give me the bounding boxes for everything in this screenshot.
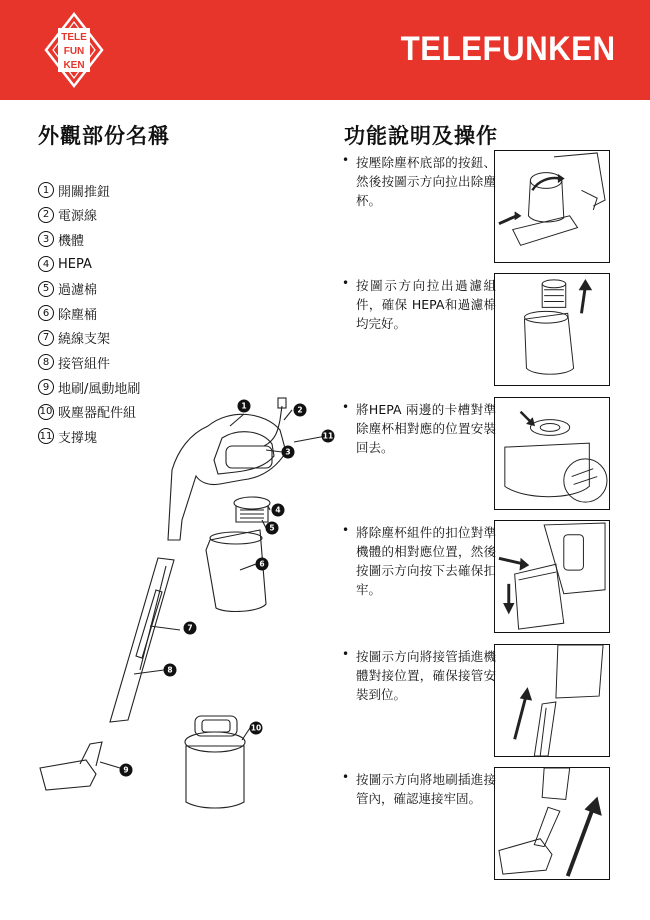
svg-text:6: 6	[259, 559, 265, 569]
callout-1	[238, 400, 251, 413]
part-label: 機體	[58, 233, 85, 249]
part-label: 支撐塊	[58, 430, 98, 446]
step-text: 按圖示方向將地刷插進接管內，確認連接牢固。	[356, 772, 496, 806]
function-section-title: 功能說明及操作	[344, 124, 498, 148]
brand-name: TELEFUNKEN	[401, 30, 616, 68]
svg-text:2: 2	[297, 405, 303, 415]
logo-line-2: FUN	[63, 46, 85, 57]
part-label: 接管組件	[58, 356, 111, 372]
bullet: •	[342, 770, 350, 784]
filter-pull-illustration	[494, 273, 610, 386]
parts-section-title: 外觀部份名稱	[38, 124, 170, 148]
part-number: 6	[38, 305, 54, 321]
hepa-install-illustration	[494, 397, 610, 510]
callout-5	[266, 522, 279, 535]
part-number: 1	[38, 182, 54, 198]
bullet: •	[342, 400, 350, 414]
telefunken-logo-icon	[44, 12, 104, 88]
floor-brush-illustration	[40, 760, 96, 790]
part-number: 10	[38, 404, 54, 420]
callout-2	[294, 404, 307, 417]
callout-7	[184, 622, 197, 635]
accessory-box-illustration	[186, 746, 244, 808]
svg-text:10: 10	[250, 723, 262, 733]
logo-line-1: TELE	[61, 32, 87, 43]
part-label: 地刷/風動地刷	[58, 381, 141, 397]
svg-text:3: 3	[285, 447, 291, 457]
bullet: •	[342, 523, 350, 537]
list-item	[38, 252, 140, 277]
svg-text:4: 4	[275, 505, 281, 515]
power-cord-illustration	[264, 406, 282, 446]
svg-text:7: 7	[187, 623, 193, 633]
list-item	[38, 178, 140, 203]
part-number: 5	[38, 281, 54, 297]
bullet: •	[342, 276, 350, 290]
part-number: 11	[38, 428, 54, 444]
step-text: 按圖示方向將接管插進機體對接位置，確保接管安裝到位。	[356, 649, 496, 702]
callout-3	[282, 446, 295, 459]
list-item	[38, 350, 140, 375]
step-text: 按圖示方向拉出過濾組件，確保 HEPA和過濾棉均完好。	[356, 278, 496, 331]
hepa-illustration	[234, 497, 270, 509]
callout-4	[272, 504, 285, 517]
list-item	[38, 326, 140, 351]
step-text: 按壓除塵杯底部的按鈕、然後按圖示方向拉出除塵杯。	[356, 155, 496, 208]
bullet: •	[342, 153, 350, 167]
part-label: HEPA	[58, 256, 92, 272]
callout-10	[250, 722, 263, 735]
part-label: 除塵桶	[58, 307, 98, 323]
part-number: 7	[38, 330, 54, 346]
step-text: 將HEPA 兩邊的卡槽對準除塵杯相對應的位置安裝回去。	[356, 402, 496, 455]
part-label: 電源線	[58, 209, 98, 225]
dust-cup-release-illustration	[494, 150, 610, 263]
list-item	[38, 227, 140, 252]
svg-text:8: 8	[167, 665, 173, 675]
part-number: 8	[38, 354, 54, 370]
list-item	[38, 276, 140, 301]
part-number: 3	[38, 231, 54, 247]
dust-bin-illustration	[206, 530, 266, 611]
part-label: 過濾棉	[58, 283, 98, 299]
part-label: 吸塵器配件組	[58, 406, 137, 422]
callout-6	[256, 558, 269, 571]
callout-8	[164, 664, 177, 677]
svg-text:11: 11	[322, 431, 334, 441]
extension-tube-illustration	[110, 558, 174, 722]
callout-9	[120, 764, 133, 777]
header-bar	[0, 0, 650, 100]
bullet: •	[342, 647, 350, 661]
part-label: 繞線支架	[58, 332, 111, 348]
svg-text:9: 9	[123, 765, 129, 775]
svg-text:5: 5	[269, 523, 275, 533]
part-number: 9	[38, 379, 54, 395]
part-label: 開關推鈕	[58, 184, 111, 200]
part-number: 2	[38, 207, 54, 223]
floor-brush-insert-illustration	[494, 767, 610, 880]
exploded-view-diagram	[30, 390, 334, 810]
logo-line-3: KEN	[63, 60, 85, 71]
body-window	[226, 446, 272, 468]
part-number: 4	[38, 256, 54, 272]
svg-text:1: 1	[241, 401, 247, 411]
list-item	[38, 301, 140, 326]
dust-cup-attach-illustration	[494, 520, 610, 633]
callout-11	[322, 430, 335, 443]
tube-insert-illustration	[494, 644, 610, 757]
step-text: 將除塵杯組件的扣位對準機體的相對應位置，然後按圖示方向按下去確保扣牢。	[356, 525, 496, 597]
list-item	[38, 203, 140, 228]
